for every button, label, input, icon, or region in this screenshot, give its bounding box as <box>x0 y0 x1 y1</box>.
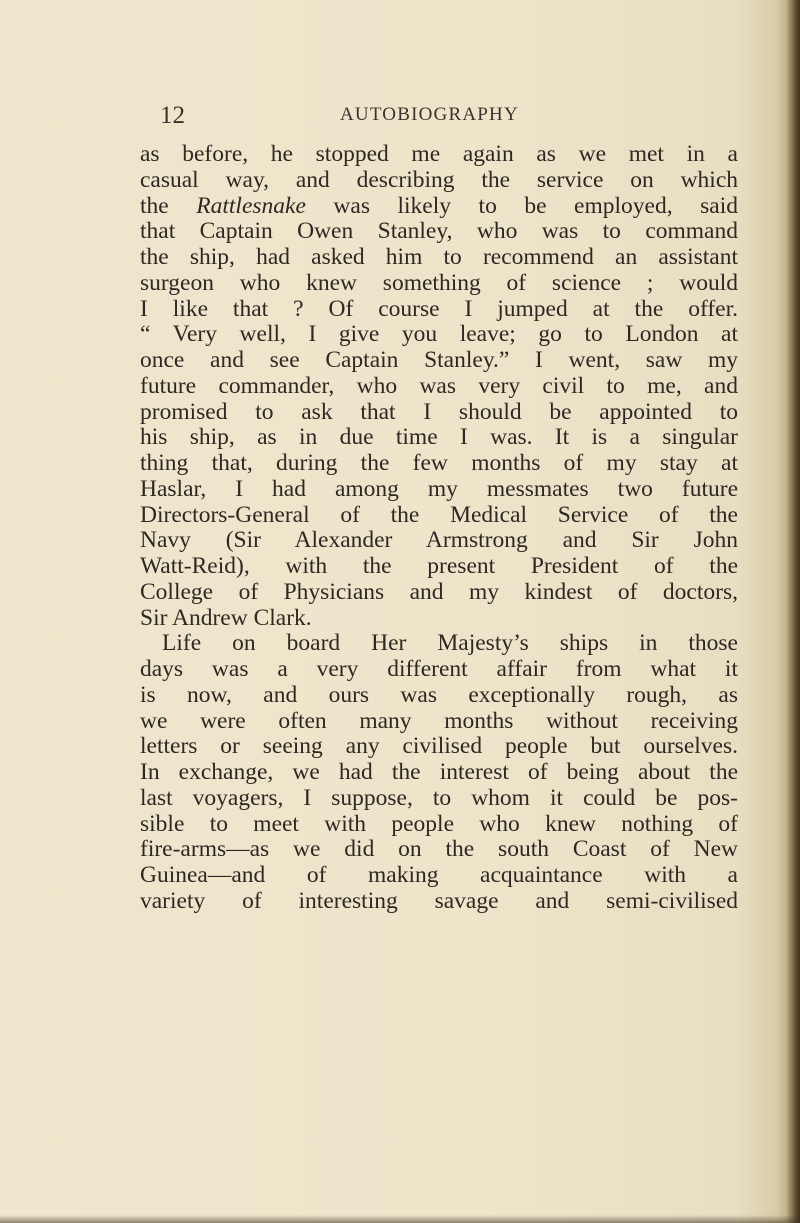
text-line: Navy (Sir Alexander Armstrong and Sir John <box>140 527 738 554</box>
ship-name-italic: Rattlesnake <box>196 192 306 219</box>
text-line: College of Physicians and my kindest of doctors, <box>140 578 738 605</box>
text-line: days was a very different affair from what it <box>140 656 738 682</box>
text-line-with-ship-name <box>140 194 738 220</box>
book-spine-shadow <box>786 0 800 1223</box>
text-line: that Captain Owen Stanley, who was to command <box>140 218 738 245</box>
page-number: 12 <box>160 102 185 129</box>
text-line: Watt-Reid), with the present President of the <box>140 553 738 579</box>
text-span: was likely to be employed, said <box>305 192 738 219</box>
text-line: “ Very well, I give you leave; go to London at <box>140 321 738 348</box>
text-line: I like that ? Of course I jumped at the offer. <box>140 295 738 322</box>
text-line: the ship, had asked him to recommend an assistant <box>140 244 738 270</box>
text-line: Directors-General of the Medical Service of the <box>140 501 738 528</box>
text-line: surgeon who knew something of science ; would <box>140 269 738 296</box>
text-line: is now, and ours was exceptionally rough, as <box>140 681 738 708</box>
text-line: once and see Captain Stanley.” I went, saw my <box>140 347 738 373</box>
text-line: variety of interesting savage and semi-civilised <box>140 887 738 914</box>
text-span: the <box>140 192 197 219</box>
text-line: sible to meet with people who knew nothing of <box>140 810 738 837</box>
text-line: fire-arms—as we did on the south Coast of New <box>140 836 738 863</box>
text-line: last voyagers, I suppose, to whom it could be pos- <box>140 784 738 811</box>
text-line: promised to ask that I should be appointed to <box>140 398 738 425</box>
text-line: as before, he stopped me again as we met in a <box>140 141 738 167</box>
page-bottom-edge <box>0 1215 800 1223</box>
text-line: casual way, and describing the service on which <box>140 166 738 193</box>
text-line: thing that, during the few months of my stay at <box>140 450 738 476</box>
text-line: future commander, who was very civil to me, and <box>140 372 738 399</box>
paragraph-start-line: Life on board Her Majesty’s ships in those <box>162 630 738 657</box>
text-line: his ship, as in due time I was. It is a singular <box>140 424 738 451</box>
text-line: we were often many months without receiving <box>140 707 738 734</box>
paragraph-end-line: Sir Andrew Clark. <box>140 604 312 631</box>
text-line: Haslar, I had among my messmates two future <box>140 475 738 502</box>
text-line: letters or seeing any civilised people but ourselves. <box>140 733 738 760</box>
body-text <box>140 142 738 915</box>
text-line: Guinea—and of making acquaintance with a <box>140 862 738 888</box>
text-line: In exchange, we had the interest of being about the <box>140 759 738 785</box>
running-head: AUTOBIOGRAPHY <box>340 104 519 125</box>
